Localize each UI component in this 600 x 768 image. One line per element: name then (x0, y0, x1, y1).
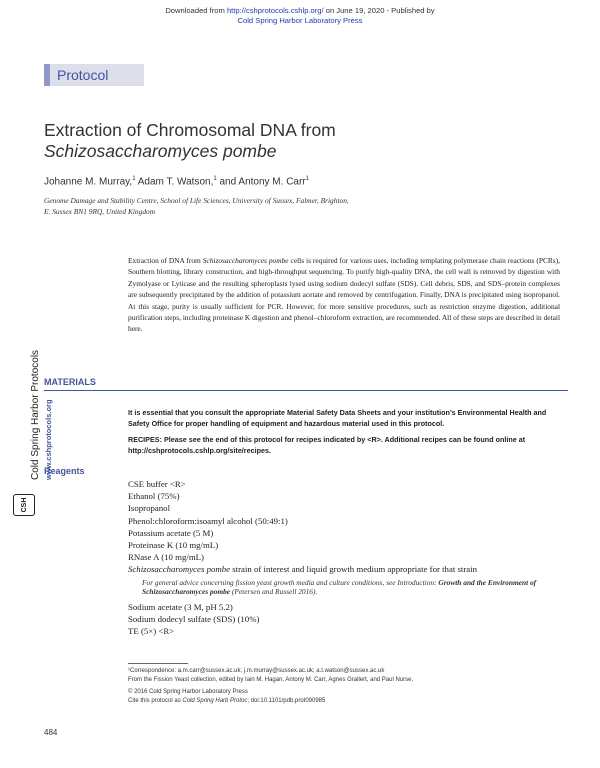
collection-note: From the Fission Yeast collection, edited by Iain M. Hagan, Antony M. Carr, Agnes Grallert, and Paul Nurse. (128, 676, 414, 683)
publisher-link[interactable]: Cold Spring Harbor Laboratory Press (237, 15, 363, 25)
materials-heading: MATERIALS (44, 377, 96, 387)
abstract (128, 255, 560, 335)
cite-journal: Cold Spring Harb Protoc (182, 697, 248, 704)
growth-note (128, 578, 568, 597)
cite-pre: Cite this protocol as (128, 697, 183, 704)
recipes-note: RECIPES: Please see the end of this protocol for recipes indicated by <R>. Additional recipes can be found online at http://cshprotocols.cshlp.org/site/recipes. (128, 435, 526, 455)
download-prefix: Downloaded from (165, 6, 227, 15)
author-2-affil: 1 (213, 176, 217, 182)
strain-rest: strain of interest and liquid growth medium appropriate for that strain (230, 564, 478, 575)
author-3-affil: 1 (305, 176, 309, 182)
note-post: (Petersen and Russell 2016). (230, 587, 318, 597)
abstract-pre: Extraction of DNA from (128, 256, 203, 265)
article-title (44, 120, 464, 162)
strain-species: Schizosaccharomyces pombe (128, 564, 231, 575)
page-number: 484 (44, 728, 58, 737)
author-list (44, 176, 309, 187)
list-item: Isopropanol (128, 503, 171, 514)
strain-item (128, 563, 568, 575)
materials-divider (44, 390, 568, 391)
cite-post: ; doi:10.1101/pdb.prot090985 (247, 697, 326, 704)
reagent-list (128, 478, 568, 637)
list-item: Ethanol (75%) (128, 491, 180, 502)
title-species: Schizosaccharomyces pombe (44, 141, 277, 161)
list-item: Potassium acetate (5 M) (128, 527, 214, 538)
list-item: CSE buffer <R> (128, 479, 186, 489)
affiliation-line-1: Genome Damage and Stability Centre, School of Life Sciences, University of Sussex, Falmer, Brighton, (44, 196, 349, 205)
title-line-1: Extraction of Chromosomal DNA from (44, 120, 336, 140)
list-item: Phenol:chloroform:isoamyl alcohol (50:49:1) (128, 515, 288, 526)
download-suffix: on June 19, 2020 - Published by (323, 6, 435, 15)
list-item: TE (5×) <R> (128, 626, 175, 637)
footnote-divider (128, 663, 188, 664)
download-link[interactable]: http://cshprotocols.cshlp.org/ (226, 6, 324, 15)
list-item: Sodium acetate (3 M, pH 5.2) (128, 601, 233, 612)
download-banner (0, 6, 600, 25)
sidebar-url[interactable]: www.cshprotocols.org (44, 399, 53, 480)
abstract-post: cells is required for various uses, including templating polymerase chain reactions (PCRs), Southern blotting, library construction, and high-throughput sequencing. To purify high-quality DNA, the cell wall is removed by digestion with Zymolyase or Lyticase and the resulting spheroplasts lysed using sodium dodecyl sulfate (SDS). Cell debris, SDS, and SDS–protein complexes are subsequently precipitated by the addition of potassium acetate and removed by centrifugation. Finally, DNA is precipitated using isopropanol. At this stage, purity is usually sufficient for PCR. However, for more sensitive procedures, such as restriction enzyme digestion, additional purification steps, including proteinase K digestion and phenol–chloroform extraction, are recommended. All of these steps are described in detail here. (128, 256, 560, 334)
list-item: RNase A (10 mg/mL) (128, 552, 204, 563)
abstract-species: Schizosaccharomyces pombe (202, 256, 289, 265)
sidebar-journal: Cold Spring Harbor Protocols (30, 349, 41, 480)
safety-warning: It is essential that you consult the appropriate Material Safety Data Sheets and your institution’s Environmental Health and Safety Office for proper handling of equipment and hazardous material used in this protocol. (128, 408, 547, 428)
copyright-note: © 2016 Cold Spring Harbor Laboratory Press (128, 689, 248, 696)
affiliation (44, 195, 444, 217)
footnotes (128, 667, 568, 705)
safety-notes (128, 407, 568, 461)
author-1: Johanne M. Murray, (44, 176, 133, 188)
note-pre: For general advice concerning fission yeast growth media and culture conditions, see Introduction: (142, 577, 439, 587)
list-item: Sodium dodecyl sulfate (SDS) (10%) (128, 613, 260, 624)
csh-logo: CSH (13, 494, 35, 516)
list-item: Proteinase K (10 mg/mL) (128, 540, 219, 551)
author-2: Adam T. Watson, (137, 176, 214, 188)
author-1-affil: 1 (132, 176, 136, 182)
citation-note (128, 697, 568, 706)
affiliation-line-2: E. Sussex BN1 9RQ, United Kingdom (44, 207, 156, 216)
reagents-heading: Reagents (44, 466, 85, 476)
author-3: and Antony M. Carr (219, 176, 306, 188)
note-reference[interactable]: Growth and the Environment of Schizosaccharomyces pombe (142, 577, 537, 597)
correspondence-note: ¹Correspondence: a.m.carr@sussex.ac.uk; j.m.murray@sussex.ac.uk; a.t.watson@sussex.ac.uk (128, 668, 385, 674)
section-tag: Protocol (44, 64, 144, 86)
